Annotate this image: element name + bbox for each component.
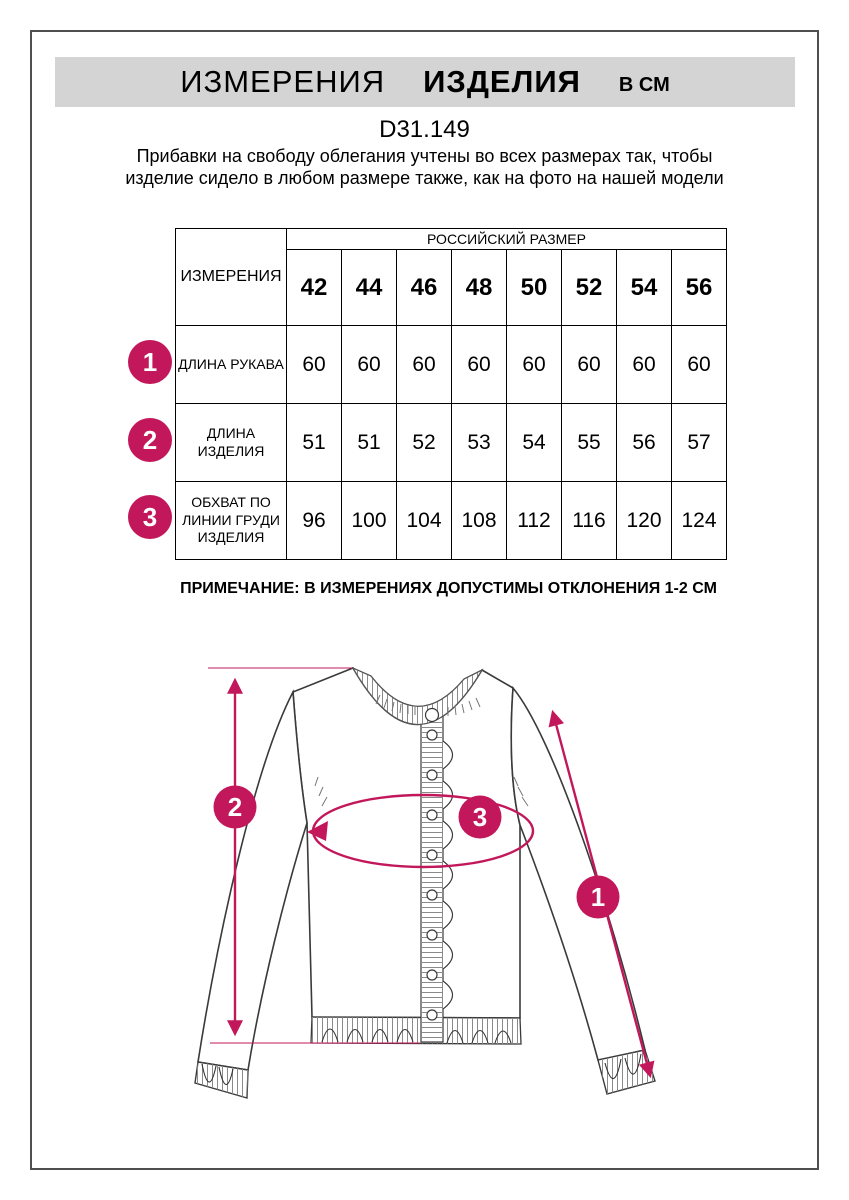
fit-description: Прибавки на свободу облегания учтены во всех размерах так, чтобы изделие сидело в любом размере также, как на фото на нашей модели xyxy=(125,146,724,188)
hem-band xyxy=(311,1017,521,1044)
garment-diagram xyxy=(90,635,770,1145)
cell: 56 xyxy=(617,404,672,482)
cell: 120 xyxy=(617,482,672,560)
diagram-marker-2 xyxy=(214,786,257,829)
cell: 57 xyxy=(672,404,727,482)
group-header: РОССИЙСКИЙ РАЗМЕР xyxy=(287,229,727,250)
cell: 60 xyxy=(672,326,727,404)
size-col: 46 xyxy=(397,250,452,326)
tolerance-note: ПРИМЕЧАНИЕ: В ИЗМЕРЕНИЯХ ДОПУСТИМЫ ОТКЛОНЕНИЯ 1-2 СМ xyxy=(180,580,717,597)
table-row-garment-length xyxy=(176,404,727,482)
cell: 60 xyxy=(617,326,672,404)
cell: 108 xyxy=(452,482,507,560)
size-col: 54 xyxy=(617,250,672,326)
row-label: ДЛИНА ИЗДЕЛИЯ xyxy=(176,404,287,482)
cell: 104 xyxy=(397,482,452,560)
cell: 60 xyxy=(342,326,397,404)
size-col: 48 xyxy=(452,250,507,326)
row-label: ОБХВАТ ПО ЛИНИИ ГРУДИ ИЗДЕЛИЯ xyxy=(176,482,287,560)
cell: 51 xyxy=(287,404,342,482)
cell: 60 xyxy=(452,326,507,404)
cell: 96 xyxy=(287,482,342,560)
product-code: D31.149 xyxy=(379,116,470,143)
cell: 51 xyxy=(342,404,397,482)
cell: 112 xyxy=(507,482,562,560)
size-chart-page xyxy=(30,30,819,1170)
diagram-marker-1 xyxy=(577,876,620,919)
svg-text:1: 1 xyxy=(590,882,606,912)
title-measurements: ИЗМЕРЕНИЯ xyxy=(180,64,386,99)
cell: 124 xyxy=(672,482,727,560)
row-marker-1: 1 xyxy=(128,340,172,384)
cell: 60 xyxy=(562,326,617,404)
cell: 52 xyxy=(397,404,452,482)
cell: 60 xyxy=(287,326,342,404)
size-col: 44 xyxy=(342,250,397,326)
size-table xyxy=(175,228,727,560)
title-product: ИЗДЕЛИЯ xyxy=(423,64,581,99)
cell: 60 xyxy=(397,326,452,404)
left-sleeve xyxy=(198,692,307,1070)
svg-text:2: 2 xyxy=(227,792,243,822)
cell: 100 xyxy=(342,482,397,560)
size-col: 50 xyxy=(507,250,562,326)
cell: 55 xyxy=(562,404,617,482)
right-sleeve xyxy=(511,688,645,1060)
size-col: 42 xyxy=(287,250,342,326)
cell: 54 xyxy=(507,404,562,482)
cell: 60 xyxy=(507,326,562,404)
button-placket xyxy=(421,707,453,1042)
cell: 53 xyxy=(452,404,507,482)
collar-button xyxy=(426,709,439,722)
page-title-bar xyxy=(55,57,795,107)
title-unit: В СМ xyxy=(618,73,670,96)
size-col: 52 xyxy=(562,250,617,326)
row-marker-3: 3 xyxy=(128,495,172,539)
size-col: 56 xyxy=(672,250,727,326)
svg-text:3: 3 xyxy=(472,802,488,832)
corner-header: ИЗМЕРЕНИЯ xyxy=(176,229,287,326)
diagram-marker-3 xyxy=(459,796,502,839)
row-marker-2: 2 xyxy=(128,418,172,462)
row-label: ДЛИНА РУКАВА xyxy=(176,326,287,404)
table-row-sleeve-length xyxy=(176,326,727,404)
cell: 116 xyxy=(562,482,617,560)
table-row-chest-girth xyxy=(176,482,727,560)
